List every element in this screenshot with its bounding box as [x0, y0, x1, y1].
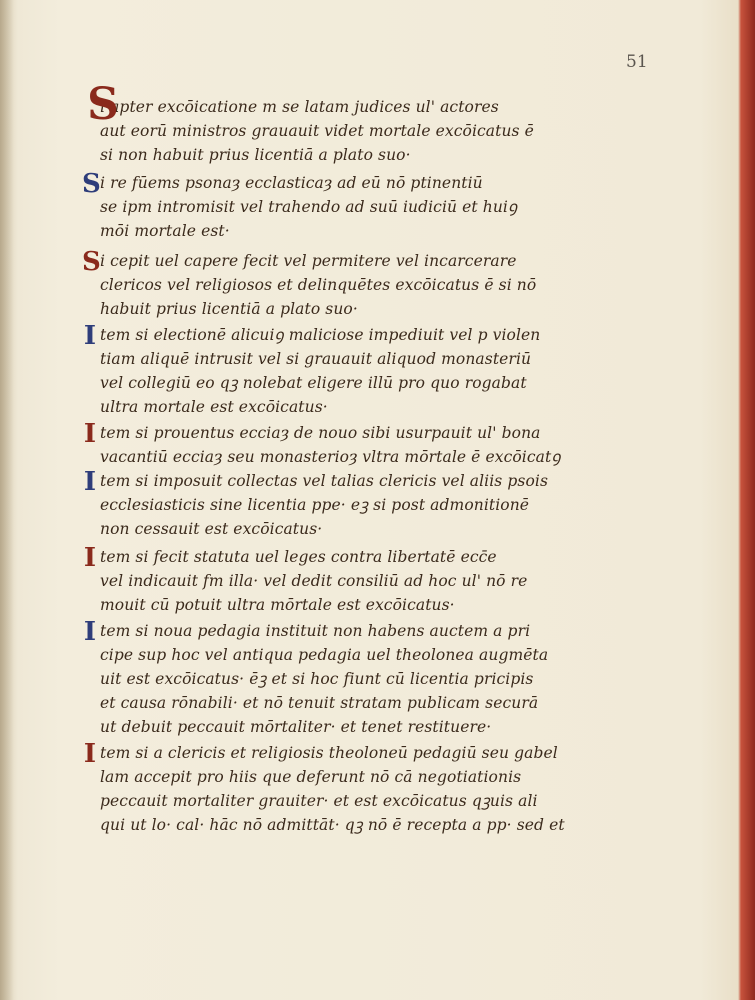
text-line: tem si imposuit collectas vel talias clericis vel aliis psois: [100, 472, 549, 490]
text-line: se ipm intromisit vel trahendo ad suū iudiciū et huiꝯ: [100, 198, 518, 216]
text-line: non cessauit est excōicatus·: [100, 520, 323, 538]
folio-number: 51: [626, 52, 648, 72]
text-line: vel indicauit fm illa· vel dedit consiliū ad hoc ul' nō re: [100, 572, 528, 590]
rubricated-initial: I: [83, 467, 97, 497]
text-line: tem si noua pedagia instituit non habens auctem a pri: [100, 622, 531, 640]
text-line: cipe sup hoc vel antiqua pedagia uel theolonea augmēta: [100, 646, 549, 664]
text-line: vacantiū ecciaȝ seu monasterioȝ vltra mōrtale ē excōicatꝯ: [100, 448, 561, 466]
paragraph: [82, 169, 620, 243]
text-line: tiam aliquē intrusit vel si grauauit aliquod monasteriū: [100, 350, 532, 368]
rubricated-initial: I: [83, 543, 97, 573]
text-line: lam accepit pro hiis que deferunt nō cā negotiationis: [100, 768, 522, 786]
text-line: mouit cū potuit ultra mōrtale est excōicatus·: [100, 596, 455, 614]
rubricated-initial: S: [82, 247, 101, 277]
text-line: tem si a clericis et religiosis theoloneū pedagiū seu gabel: [100, 744, 558, 762]
text-line: tem si fecit statuta uel leges contra libertatē ecc̄e: [100, 548, 497, 566]
paragraph: [83, 739, 620, 837]
text-line: habuit prius licentiā a plato suo·: [100, 300, 358, 318]
paragraph: [83, 543, 620, 617]
text-line: mōi mortale est·: [100, 222, 230, 240]
rubricated-initial: S: [82, 169, 101, 199]
text-line: i apter excōicatione m se latam judices ul' actores: [100, 98, 499, 116]
text-line: clericos vel religiosos et delinquētes excōicatus ē si nō: [100, 276, 537, 294]
text-block: [82, 79, 620, 837]
paragraph: [83, 419, 620, 469]
text-line: vel collegiū eo qꝫ nolebat eligere illū pro quo rogabat: [100, 374, 527, 392]
paragraph: [82, 247, 620, 321]
text-line: tem si electionē alicuiꝯ maliciose impediuit vel p violen: [100, 326, 541, 344]
text-line: uit est excōicatus· ēꝫ et si hoc fiunt cū licentia pricipis: [100, 670, 534, 688]
rubricated-initial: I: [83, 739, 97, 769]
paragraph: [87, 79, 620, 167]
paragraph: [83, 467, 620, 541]
paragraph: [83, 321, 620, 419]
text-line: i cepit uel capere fecit vel permitere vel incarcerare: [100, 252, 517, 270]
text-line: i re fūems psonaȝ ecclasticaȝ ad eū nō ptinentiū: [100, 174, 483, 192]
text-line: qui ut lo· cal· hāc nō admittāt· qꝫ nō ē recepta a pp· sed et: [100, 816, 565, 834]
text-line: peccauit mortaliter grauiter· et est excōicatus qꝫuis ali: [100, 792, 538, 810]
rubricated-initial: I: [83, 321, 97, 351]
text-line: et causa rōnabili· et nō tenuit stratam publicam securā: [100, 694, 539, 712]
rubricated-initial: I: [83, 419, 97, 449]
paragraph: [83, 617, 620, 739]
text-line: ecclesiasticis sine licentia ppe· eꝫ si post admonitionē: [100, 496, 530, 514]
text-line: si non habuit prius licentiā a plato suo·: [100, 146, 411, 164]
binding-shadow: [0, 0, 14, 1000]
text-line: aut eorū ministros grauauit videt mortale excōicatus ē: [100, 122, 534, 140]
text-line: tem si prouentus ecciaȝ de nouo sibi usurpauit ul' bona: [100, 424, 541, 442]
rubricated-initial: S: [87, 79, 119, 130]
text-line: ut debuit peccauit mōrtaliter· et tenet restituere·: [100, 718, 492, 736]
rubricated-initial: I: [83, 617, 97, 647]
text-line: ultra mortale est excōicatus·: [100, 398, 328, 416]
